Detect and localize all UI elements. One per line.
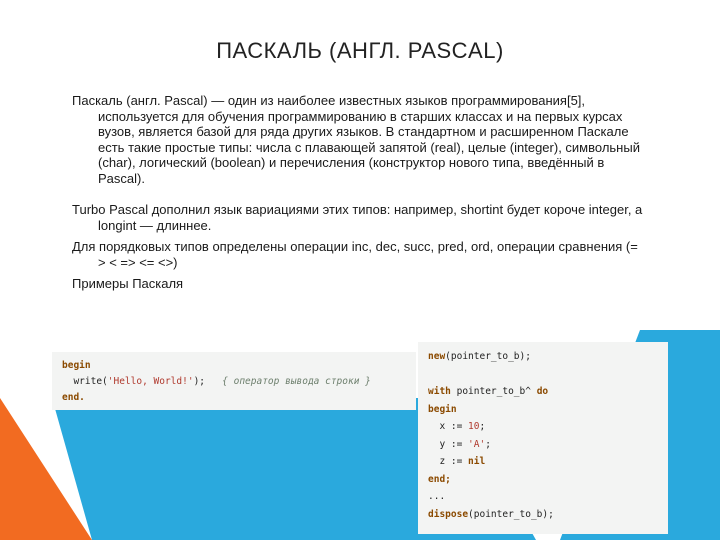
code-line: end; <box>428 473 451 485</box>
code-line: x := 10; <box>428 421 486 432</box>
code-line: with pointer_to_b^ do <box>428 386 549 397</box>
slide-title: ПАСКАЛЬ (АНГЛ. PASCAL) <box>216 38 504 63</box>
code-line: dispose(pointer_to_b); <box>428 508 554 520</box>
paragraph-operations: Для порядковых типов определены операции inc, dec, succ, pred, ord, операции сравнения (= > < => <= <>) <box>72 239 638 270</box>
code-line: ... <box>428 491 446 502</box>
code-line: write('Hello, World!'); { оператор вывода строки } <box>62 376 371 387</box>
code-block-hello-world <box>52 352 416 410</box>
code-line-blank <box>428 366 658 384</box>
paragraph-turbo-pascal: Turbo Pascal дополнил язык вариациями этих типов: например, shortint будет короче integer, а longint — длиннее. <box>72 202 643 233</box>
code-block-pointer <box>418 342 668 534</box>
slide-body <box>72 93 644 298</box>
code-line: y := 'A'; <box>428 438 491 450</box>
code-line: begin <box>62 360 91 371</box>
paragraph-definition: Паскаль (англ. Pascal) — один из наиболее известных языков программирования[5], используется для обучения программированию в старших классах и на первых курсах вузов, является базой для ряда других языков. В стандартном и расширенном Паскале есть такие простые типы: числа с плавающей запятой (real), целые (integer), символьный (char), логический (boolean) и перечисления (конструктор нового типа, введённый в Pascal). <box>72 93 640 186</box>
paragraph-examples-heading: Примеры Паскаля <box>72 276 184 291</box>
code-line: new(pointer_to_b); <box>428 351 531 362</box>
code-line: z := nil <box>428 456 486 467</box>
code-line: begin <box>428 403 457 415</box>
code-line: end. <box>62 392 85 403</box>
